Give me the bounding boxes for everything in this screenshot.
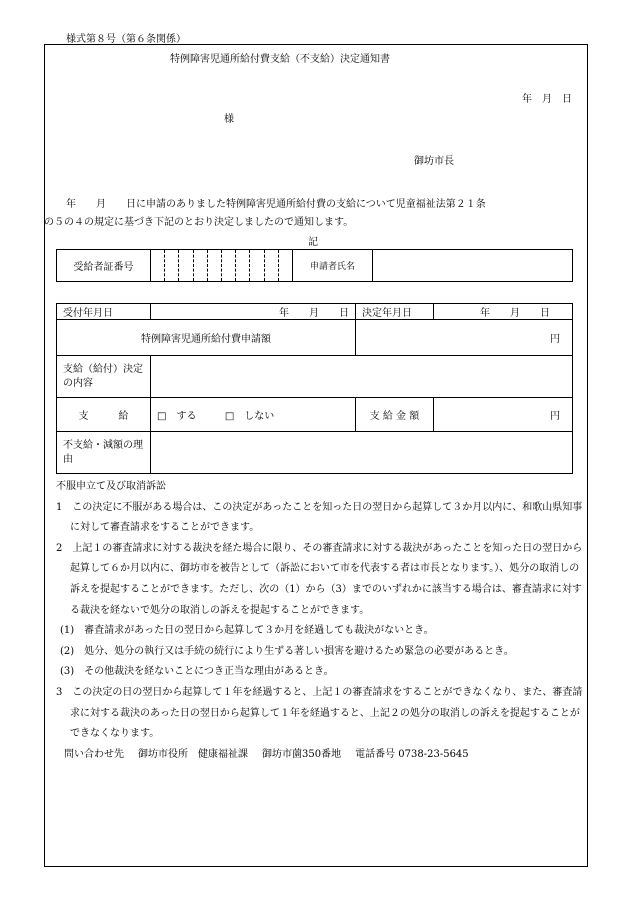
issuer-mayor: 御坊市長 [414, 156, 454, 167]
inquiry-phone: 電話番号 0738-23-5645 [355, 748, 469, 760]
notes-heading: 不服申立て及び取消訴訟 [56, 481, 166, 492]
payment-option-no[interactable]: □ しない [224, 411, 275, 422]
decision-date-value[interactable]: 年 月 日 [433, 304, 572, 320]
ki-heading: 記 [308, 237, 318, 248]
inquiry-address: 御坊市薗350番地 [262, 748, 342, 760]
body-text-line2: の５の４の規定に基づき下記のとおり決定しましたので通知します。 [44, 217, 354, 228]
issue-date: 年 月 日 [522, 94, 572, 105]
claim-amount-value[interactable]: 円 [355, 320, 572, 356]
payment-amount-label: 支 給 金 額 [355, 398, 433, 432]
reason-label: 不支給・減額の理由 [57, 432, 151, 474]
claim-amount-label: 特例障害児通所給付費申請額 [57, 320, 356, 356]
form-number: 様式第８号（第６条関係） [66, 34, 186, 45]
note-item-2: 2 上記１の審査請求に対する裁決を経た場合に限り、その審査請求に対する裁決があったことを知った日の翌日から起算して６か月以内に、御坊市を被告として（訴訟において市を代表する者は市長となります。）、処分の取消しの訴えを提起することができます。ただし、次の（1）から（3）までのいずれかに該当する場合は、審査請求に対する裁決を経ないで処分の取消しの訴えを提起することができます。 [56, 542, 583, 616]
decision-table [56, 303, 573, 474]
note-subitem-2: (2) 処分、処分の執行又は手続の続行により生ずる著しい損害を避けるため緊急の必要があるとき。 [60, 645, 514, 657]
body-text-line1: 年 月 日に申請のありました特例障害児通所給付費の支給について児童福祉法第２１条 [66, 199, 486, 210]
inquiry-office: 御坊市役所 健康福祉課 [138, 748, 248, 760]
decision-content-label: 支給（給付）決定の内容 [57, 356, 151, 398]
payment-amount-value[interactable]: 円 [433, 398, 572, 432]
note-subitem-3: (3) その他裁決を経ないことにつき正当な理由があるとき。 [60, 666, 334, 678]
addressee-honorific: 様 [224, 114, 234, 125]
reason-value[interactable] [151, 432, 573, 474]
decision-content-value[interactable] [151, 356, 573, 398]
note-item-1: 1 この決定に不服がある場合は、この決定があったことを知った日の翌日から起算して３か月以内に、和歌山県知事に対して審査請求をすることができます。 [56, 501, 583, 534]
payment-label: 支 給 [57, 398, 151, 432]
receipt-date-value[interactable]: 年 月 日 [151, 304, 356, 320]
inquiry-label: 問い合わせ先 [64, 748, 124, 760]
document-title: 特例障害児通所給付費支給（不支給）決定通知書 [170, 54, 390, 65]
applicant-name-field[interactable] [373, 250, 573, 282]
inquiry-line [56, 745, 586, 766]
applicant-name-label: 申請者氏名 [293, 250, 373, 282]
note-item-3: 3 この決定の日の翌日から起算して１年を経過すると、上記１の審査請求をすることができなくなり、また、審査請求に対する裁決のあった日の翌日から起算して１年を経過すると、上記２の処分の取消しの訴えを提起することができなくなります。 [56, 686, 583, 740]
receipt-date-label: 受付年月日 [57, 304, 151, 320]
appeal-notes [56, 477, 586, 765]
recipient-table [56, 249, 573, 282]
payment-options [151, 398, 356, 432]
recipient-number-boxes[interactable] [151, 250, 293, 282]
payment-option-yes[interactable]: □ する [157, 411, 197, 422]
decision-date-label: 決定年月日 [355, 304, 433, 320]
recipient-number-label: 受給者証番号 [57, 250, 151, 282]
note-subitem-1: (1) 審査請求があった日の翌日から起算して３か月を経過しても裁決がないとき。 [60, 625, 434, 637]
